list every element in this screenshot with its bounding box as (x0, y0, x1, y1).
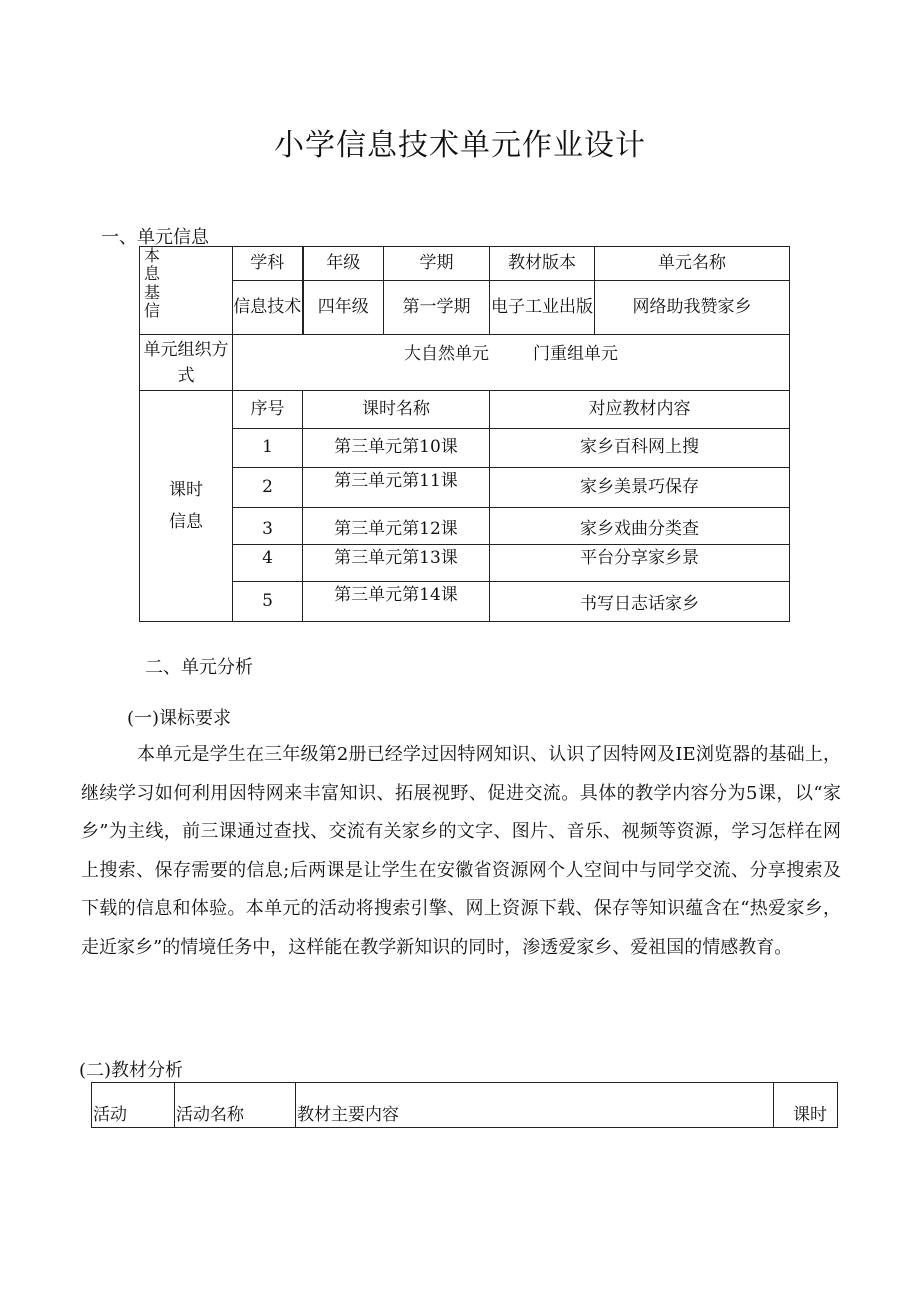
lesson-header-content: 对应教材内容 (490, 391, 790, 429)
value-subject: 信息技术 (233, 281, 303, 335)
lesson-content: 平台分享家乡景 (490, 545, 790, 582)
table-row (140, 545, 790, 582)
lesson-header-name: 课时名称 (303, 391, 490, 429)
lesson-no: 1 (233, 429, 303, 468)
standards-paragraph: 本单元是学生在三年级第2册已经学过因特网知识、认识了因特网及IE浏览器的基础上，继续学习如何利用因特网来丰富知识、拓展视野、促进交流。具体的教学内容分为5课，以“家乡”为主线，前三课通过查找、交流有关家乡的文字、图片、音乐、视频等资源，学习怎样在网上搜索、保存需要的信息;后两课是让学生在安徽省资源网个人空间中与同学交流、分享搜索及下载的信息和体验。本单元的活动将搜索引擎、网上资源下载、保存等知识蕴含在“热爱家乡，走近家乡”的情境任务中，这样能在教学新知识的同时，渗透爱家乡、爱祖国的情感教育。 (81, 744, 841, 958)
table-row (92, 1083, 838, 1128)
subsection-standards: (一)课标要求 (127, 708, 232, 729)
lesson-no: 2 (233, 468, 303, 508)
org-value: 大自然单元 门重组单元 (233, 335, 790, 391)
lesson-name: 第三单元第12课 (303, 508, 490, 545)
lesson-name: 第三单元第11课 (303, 468, 490, 508)
section-unit-info: 一、单元信息 (101, 227, 209, 248)
lesson-content: 家乡戏曲分类查 (490, 508, 790, 545)
section-unit-analysis: 二、单元分析 (145, 657, 253, 678)
lesson-content: 书写日志话家乡 (490, 582, 790, 622)
material-header-content: 教材主要内容 (296, 1083, 774, 1128)
lesson-name: 第三单元第10课 (303, 429, 490, 468)
material-header-activity-name: 活动名称 (175, 1083, 296, 1128)
lesson-header-no: 序号 (233, 391, 303, 429)
header-unit-name: 单元名称 (595, 247, 790, 281)
table-row (140, 429, 790, 468)
lesson-no: 3 (233, 508, 303, 545)
table-row (140, 468, 790, 508)
value-grade: 四年级 (303, 281, 384, 335)
lesson-content: 家乡百科网上搜 (490, 429, 790, 468)
lesson-name: 第三单元第14课 (303, 582, 490, 622)
lesson-no: 4 (233, 545, 303, 582)
material-analysis-table (91, 1082, 838, 1128)
value-edition: 电子工业出版 (490, 281, 595, 335)
lesson-info-label: 课时 信息 (140, 391, 233, 622)
subsection-material: (二)教材分析 (79, 1060, 184, 1081)
unit-info-table (139, 246, 790, 622)
table-row (140, 582, 790, 622)
header-edition: 教材版本 (490, 247, 595, 281)
header-term: 学期 (384, 247, 490, 281)
basic-info-label: 本 息 基 信 (140, 247, 233, 335)
table-row (140, 508, 790, 545)
value-unit-name: 网络助我赞家乡 (595, 281, 790, 335)
lesson-no: 5 (233, 582, 303, 622)
lesson-name: 第三单元第13课 (303, 545, 490, 582)
page-title: 小学信息技术单元作业设计 (274, 128, 646, 163)
material-header-hours: 课时 (774, 1083, 838, 1128)
org-label: 单元组织方式 (140, 335, 233, 391)
header-subject: 学科 (233, 247, 303, 281)
value-term: 第一学期 (384, 281, 490, 335)
material-header-activity: 活动 (92, 1083, 175, 1128)
lesson-content: 家乡美景巧保存 (490, 468, 790, 508)
header-grade: 年级 (303, 247, 384, 281)
